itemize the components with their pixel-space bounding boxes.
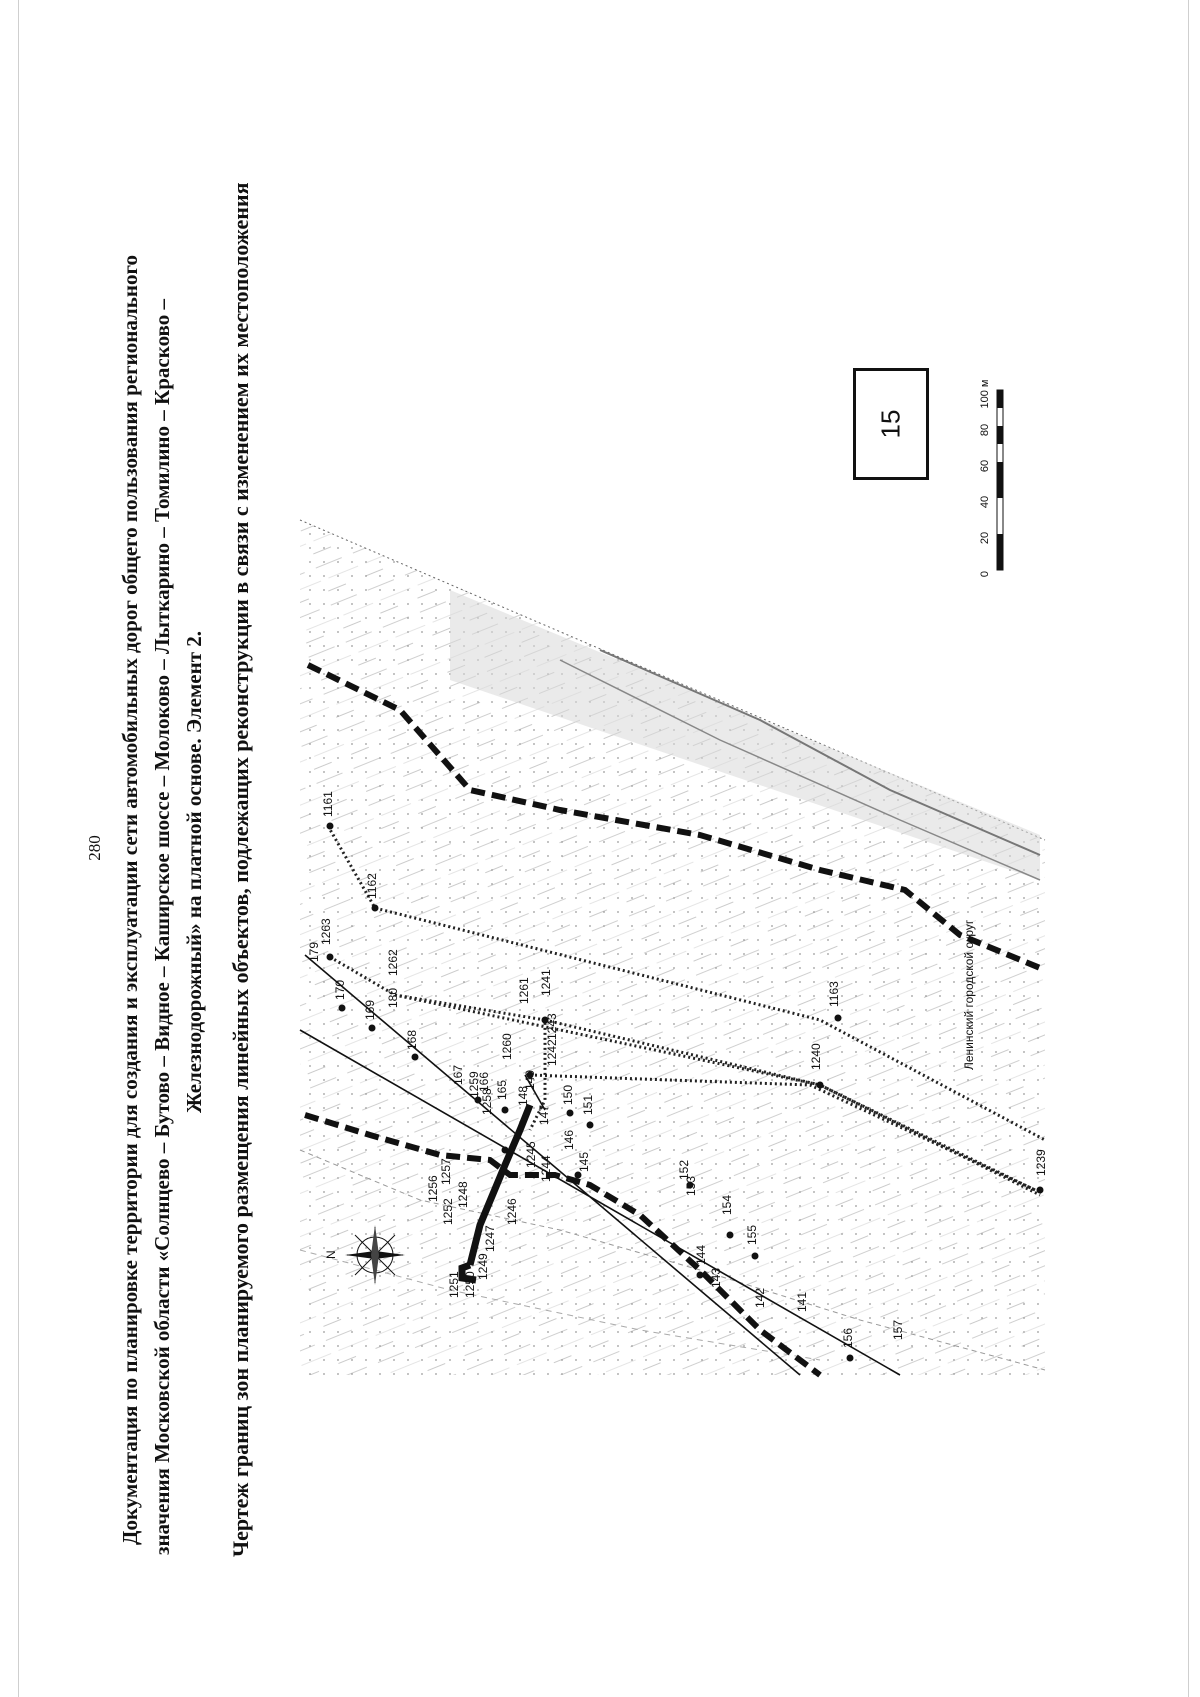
- page-edge-left: [18, 0, 19, 1697]
- point-label-1246: 1246: [505, 1198, 519, 1225]
- point-label-141: 141: [795, 1291, 809, 1312]
- point-label-1262: 1262: [386, 949, 400, 976]
- point-label-151: 151: [581, 1094, 595, 1115]
- point-label-152: 152: [677, 1159, 691, 1180]
- point-label-1252: 1252: [441, 1198, 455, 1225]
- point-label-1162: 1162: [365, 873, 379, 899]
- page-number: 280: [85, 835, 104, 861]
- point-label-146: 146: [562, 1129, 576, 1150]
- point-label-1258: 1258: [480, 1088, 494, 1115]
- scale-tick-label: 0: [979, 570, 991, 578]
- point-label-1259: 1259: [467, 1071, 481, 1098]
- point-label-153: 153: [684, 1175, 698, 1196]
- point-label-1241: 1241: [539, 969, 553, 996]
- point-label-154: 154: [720, 1194, 734, 1215]
- point-label-168: 168: [405, 1029, 419, 1050]
- point-label-167: 167: [451, 1064, 465, 1085]
- point-label-144: 144: [694, 1244, 708, 1265]
- point-label-1261: 1261: [517, 977, 531, 1004]
- point-label-156: 156: [841, 1327, 855, 1348]
- scale-tick-label: 40: [979, 495, 991, 509]
- point-label-1250: 1250: [463, 1271, 477, 1298]
- point-label-1243: 1243: [545, 1013, 559, 1040]
- sheet-number: 15: [875, 409, 906, 439]
- point-label-1247: 1247: [483, 1225, 497, 1252]
- page-edge-right: [1188, 0, 1189, 1697]
- point-label-142: 142: [753, 1287, 767, 1308]
- point-label-1240: 1240: [809, 1043, 823, 1070]
- point-label-150: 150: [561, 1084, 575, 1105]
- point-label-1260: 1260: [500, 1033, 514, 1060]
- point-label-1257: 1257: [439, 1158, 453, 1185]
- point-label-170: 170: [333, 979, 347, 1000]
- scale-tick-label: 60: [979, 459, 991, 473]
- point-label-1242: 1242: [545, 1039, 559, 1066]
- point-label-143: 143: [709, 1267, 723, 1288]
- drawing-subtitle: Чертеж границ зон планируемого размещения линейных объектов, подлежащих реконструкции в связи с изменением их местоположения: [228, 182, 253, 1557]
- scale-bar-labels: [979, 380, 991, 578]
- point-label-155: 155: [745, 1224, 759, 1245]
- point-label-1244: 1244: [539, 1155, 553, 1182]
- point-label-1161: 1161: [321, 791, 335, 817]
- point-label-148: 148: [516, 1085, 530, 1106]
- title-line-2: значения Московской области «Солнцево – Бутово – Видное – Каширское шоссе – Молоково – Лыткарино – Томилино – Красково –: [150, 299, 174, 1555]
- point-label-180: 180: [386, 987, 400, 1008]
- point-label-1248: 1248: [456, 1181, 470, 1208]
- point-label-166: 166: [477, 1071, 491, 1092]
- point-label-1263: 1263: [319, 918, 333, 945]
- scale-tick-label: 100 м: [979, 379, 991, 409]
- point-label-149: 149: [523, 1069, 537, 1090]
- point-label-179: 179: [307, 941, 321, 962]
- point-label-1239: 1239: [1034, 1149, 1048, 1176]
- point-label-145: 145: [577, 1151, 591, 1172]
- point-label-169: 169: [363, 999, 377, 1020]
- scale-tick-label: 80: [979, 423, 991, 437]
- scale-bar: [997, 390, 1003, 570]
- district-label: Ленинский городской округ: [962, 919, 976, 1070]
- point-label-157: 157: [891, 1319, 905, 1340]
- point-label-165: 165: [495, 1079, 509, 1100]
- compass-north-label: N: [324, 1250, 338, 1259]
- point-label-1256: 1256: [426, 1175, 440, 1202]
- point-label-147: 147: [537, 1104, 551, 1125]
- point-label-1245: 1245: [524, 1141, 538, 1168]
- point-label-1251: 1251: [447, 1271, 461, 1298]
- point-label-1163: 1163: [827, 981, 841, 1007]
- point-label-1249: 1249: [476, 1253, 490, 1280]
- title-line-1: Документация по планировке территории для создания и эксплуатации сети автомобильных дорог общего пользования регионального: [118, 254, 142, 1545]
- title-line-3: Железнодорожный» на платной основе. Элемент 2.: [182, 630, 206, 1113]
- scale-tick-label: 20: [979, 531, 991, 545]
